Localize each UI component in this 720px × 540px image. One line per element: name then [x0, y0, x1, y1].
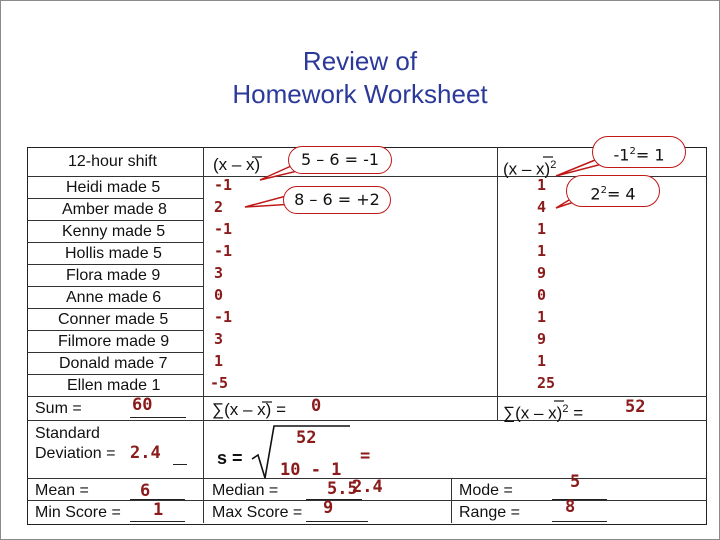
sum-value: 60 [132, 395, 153, 415]
row-squared: 0 [537, 286, 547, 304]
row-label: Kenny made 5 [62, 223, 166, 240]
range-label: Range = [459, 504, 520, 521]
row-deviation: -1 [214, 308, 233, 326]
callout-deviation-1: 5 – 6 = -1 [288, 146, 392, 174]
sd-label-1: Standard [35, 425, 100, 442]
row-deviation: -1 [214, 220, 233, 238]
row-squared: 1 [537, 176, 547, 194]
row-label: Donald made 7 [59, 355, 168, 372]
sd-numerator: 52 [296, 428, 317, 448]
callout-square-1: $-1^2= 1$ [592, 136, 686, 168]
sd-denominator: 10 - 1 [280, 460, 342, 480]
mode-label: Mode = [459, 482, 513, 499]
max-score-label: Max Score = [212, 504, 303, 521]
row-deviation: 2 [214, 198, 224, 216]
callout-square-2: $2^2= 4$ [566, 175, 660, 207]
row-label: Heidi made 5 [66, 179, 161, 196]
header-shift: 12-hour shift [68, 153, 157, 170]
callout-deviation-2: 8 – 6 = +2 [283, 186, 391, 214]
mean-value: 6 [140, 481, 151, 501]
row-squared: 1 [537, 352, 547, 370]
row-squared: 1 [537, 308, 547, 326]
sd-value: 2.4 [130, 443, 161, 463]
header-deviation: (x – x) [213, 155, 261, 174]
row-label: Anne made 6 [66, 289, 162, 306]
sum-squared-value: 52 [625, 397, 646, 417]
median-label: Median = [212, 482, 279, 499]
median-value: 5.5 [327, 479, 358, 499]
row-deviation: -1 [214, 176, 233, 194]
sd-result: 2.4 [352, 477, 383, 497]
sum-label: Sum = [35, 400, 82, 417]
row-deviation: -1 [214, 242, 233, 260]
row-squared: 25 [537, 374, 556, 392]
min-score-label: Min Score = [35, 504, 121, 521]
header-squared: (x – x)$^2$ [503, 159, 557, 179]
sd-label-2: Deviation = [35, 445, 116, 462]
row-squared: 1 [537, 220, 547, 238]
row-deviation: 1 [214, 352, 224, 370]
sd-equals: = [360, 446, 371, 466]
sum-deviation-label: ∑(x – x) = [212, 400, 286, 419]
row-label: Conner made 5 [58, 311, 169, 328]
row-deviation: 3 [214, 330, 224, 348]
max-score-value: 9 [323, 498, 334, 518]
row-squared: 9 [537, 264, 547, 282]
row-squared: 9 [537, 330, 547, 348]
title-line-2: Homework Worksheet [232, 79, 488, 109]
row-squared: 4 [537, 198, 547, 216]
row-deviation: -5 [210, 374, 229, 392]
mean-label: Mean = [35, 482, 89, 499]
row-label: Flora made 9 [66, 267, 161, 284]
title-line-1: Review of [302, 46, 418, 76]
row-label: Ellen made 1 [67, 377, 161, 394]
range-value: 8 [565, 497, 576, 517]
row-label: Amber made 8 [62, 201, 167, 218]
row-deviation: 0 [214, 286, 224, 304]
sd-formula-s: s = [217, 448, 243, 468]
row-label: Filmore made 9 [58, 333, 170, 350]
sum-squared-label: ∑(x – x)$^2$ = [503, 403, 584, 423]
row-label: Hollis made 5 [65, 245, 162, 262]
sum-deviation-value: 0 [311, 396, 322, 416]
min-score-value: 1 [153, 500, 164, 520]
row-deviation: 3 [214, 264, 224, 282]
mode-value: 5 [570, 472, 581, 492]
row-squared: 1 [537, 242, 547, 260]
